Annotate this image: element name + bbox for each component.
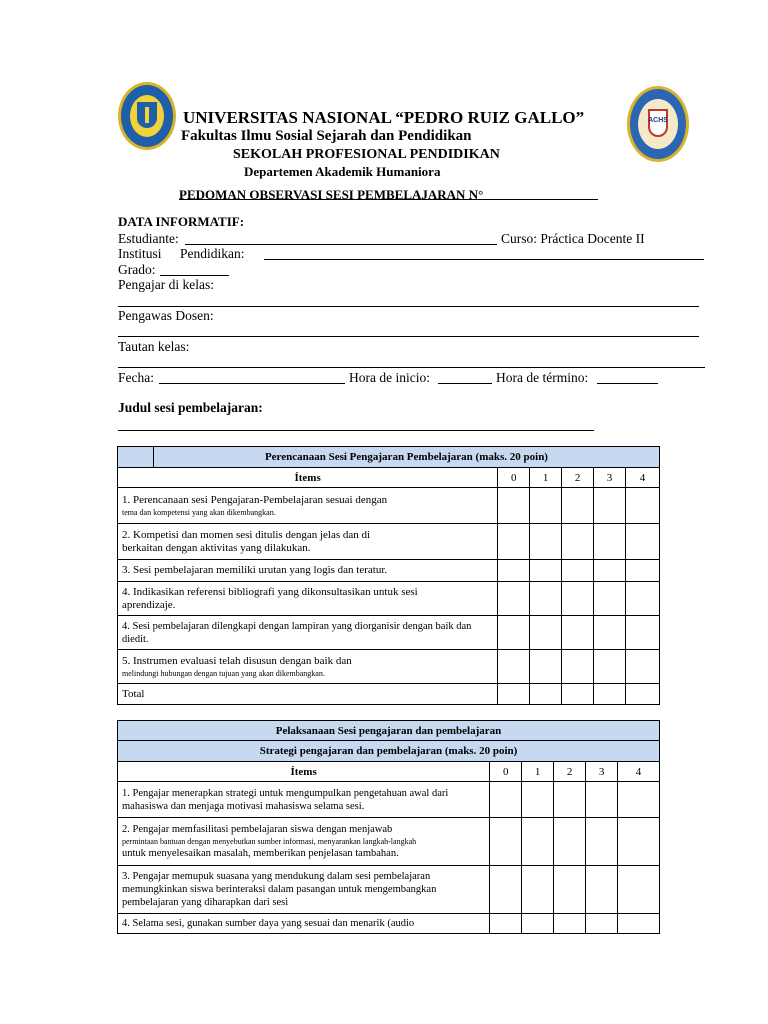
score-cell[interactable]	[594, 684, 626, 705]
table-row	[118, 866, 660, 914]
score-cell[interactable]	[490, 782, 522, 818]
score-cell[interactable]	[626, 650, 660, 684]
faculty-name: Fakultas Ilmu Sosial Sejarah dan Pendidikan	[181, 128, 472, 144]
score-cell[interactable]	[554, 866, 586, 914]
table-row	[118, 650, 660, 684]
department-name: Departemen Akademik Humaniora	[244, 164, 441, 179]
pengajar-label: Pengajar di kelas:	[118, 277, 214, 292]
score-cell[interactable]	[594, 524, 626, 560]
score-cell[interactable]	[594, 616, 626, 650]
score-cell[interactable]	[498, 524, 530, 560]
hora-termino-label: Hora de término:	[496, 370, 589, 385]
score-cell[interactable]	[554, 914, 586, 934]
score-cell[interactable]	[498, 616, 530, 650]
row-text: untuk menyelesaikan masalah, memberikan penjelasan tambahan.	[122, 848, 399, 859]
score-cell[interactable]	[594, 560, 626, 582]
score-cell[interactable]	[586, 818, 618, 866]
items-header: Ítems	[118, 468, 498, 488]
score-cell[interactable]	[530, 524, 562, 560]
score-cell[interactable]	[562, 684, 594, 705]
implementation-table	[117, 720, 660, 934]
score-cell[interactable]	[554, 782, 586, 818]
table-row	[118, 914, 660, 934]
total-label: Total	[118, 684, 498, 705]
score-cell[interactable]	[626, 582, 660, 616]
score-cell[interactable]	[618, 914, 660, 934]
table-row	[118, 616, 660, 650]
hora-inicio-line[interactable]	[438, 383, 492, 384]
score-cell[interactable]	[626, 616, 660, 650]
score-cell[interactable]	[562, 650, 594, 684]
university-name: UNIVERSITAS NASIONAL “PEDRO RUIZ GALLO”	[183, 108, 585, 127]
row-text: 1. Perencanaan sesi Pengajaran-Pembelajaran sesuai dengan	[122, 493, 388, 506]
table-row	[118, 524, 660, 560]
table-row	[118, 488, 660, 524]
table1-title: Perencanaan Sesi Pengajaran Pembelajaran (maks. 20 poin)	[153, 447, 659, 468]
row-text: 3. Sesi pembelajaran memiliki urutan yang logis dan teratur.	[118, 560, 498, 582]
row-text: 2. Kompetisi dan momen sesi ditulis dengan jelas dan di	[122, 528, 371, 541]
score-cell[interactable]	[498, 650, 530, 684]
curso-label: Curso: Práctica Docente II	[501, 231, 645, 246]
score-cell[interactable]	[626, 684, 660, 705]
score-header-3: 3	[594, 468, 626, 488]
score-header-2: 2	[562, 468, 594, 488]
score-cell[interactable]	[490, 818, 522, 866]
fecha-line[interactable]	[159, 383, 345, 384]
hora-inicio-label: Hora de inicio:	[349, 370, 430, 385]
form-title-underline	[179, 199, 478, 200]
row-text: 2. Pengajar memfasilitasi pembelajaran siswa dengan menjawab	[122, 824, 393, 835]
score-header-0: 0	[498, 468, 530, 488]
row-text: 1. Pengajar menerapkan strategi untuk mengumpulkan pengetahuan awal dari	[122, 787, 449, 799]
score-cell[interactable]	[626, 560, 660, 582]
score-cell[interactable]	[562, 524, 594, 560]
table-row	[118, 818, 660, 866]
estudiante-line[interactable]	[185, 244, 497, 245]
pengawas-label: Pengawas Dosen:	[118, 308, 214, 323]
estudiante-label: Estudiante:	[118, 231, 179, 246]
tautan-label: Tautan kelas:	[118, 339, 190, 354]
score-cell[interactable]	[490, 914, 522, 934]
score-cell[interactable]	[522, 818, 554, 866]
row-text: 5. Instrumen evaluasi telah disusun dengan baik dan	[122, 654, 352, 667]
score-cell[interactable]	[530, 560, 562, 582]
table2-title: Pelaksanaan Sesi pengajaran dan pembelajaran	[118, 721, 660, 741]
score-cell[interactable]	[586, 782, 618, 818]
info-title: DATA INFORMATIF:	[118, 214, 245, 229]
score-header-0: 0	[490, 762, 522, 782]
score-cell[interactable]	[594, 488, 626, 524]
row-text: diedit.	[122, 633, 149, 645]
score-cell[interactable]	[562, 488, 594, 524]
row-text: 3. Pengajar memupuk suasana yang mendukung dalam sesi pembelajaran	[122, 871, 431, 882]
tautan-line[interactable]	[118, 367, 705, 368]
score-cell[interactable]	[530, 582, 562, 616]
hora-termino-line[interactable]	[597, 383, 658, 384]
row-text: 4. Sesi pembelajaran dilengkapi dengan lampiran yang diorganisir dengan baik dan	[122, 620, 472, 632]
row-note: tema dan kompetensi yang akan dikembangkan.	[122, 507, 276, 517]
score-cell[interactable]	[618, 818, 660, 866]
pengawas-line[interactable]	[118, 336, 699, 337]
row-text: berkaitan dengan aktivitas yang dilakukan.	[122, 541, 311, 554]
table-row	[118, 782, 660, 818]
score-header-4: 4	[626, 468, 660, 488]
score-cell[interactable]	[490, 866, 522, 914]
row-text: memungkinkan siswa berinteraksi dalam pasangan untuk mengembangkan	[122, 884, 437, 895]
fecha-label: Fecha:	[118, 370, 154, 385]
score-cell[interactable]	[562, 582, 594, 616]
score-cell[interactable]	[498, 582, 530, 616]
form-title: PEDOMAN OBSERVASI SESI PEMBELAJARAN N°	[179, 187, 484, 202]
row-note: permintaan bantuan dengan menyebutkan sumber informasi, menyarankan langkah-langkah	[122, 837, 417, 846]
score-cell[interactable]	[618, 866, 660, 914]
score-cell[interactable]	[498, 488, 530, 524]
pengajar-line[interactable]	[118, 306, 699, 307]
score-cell[interactable]	[530, 616, 562, 650]
score-cell[interactable]	[626, 488, 660, 524]
score-cell[interactable]	[498, 560, 530, 582]
grado-label: Grado:	[118, 262, 156, 277]
score-header-2: 2	[554, 762, 586, 782]
score-cell[interactable]	[562, 560, 594, 582]
institusi-line[interactable]	[264, 259, 704, 260]
score-cell[interactable]	[554, 818, 586, 866]
row-text: aprendizaje.	[122, 598, 176, 611]
judul-label: Judul sesi pembelajaran:	[118, 400, 263, 415]
row-text: 4. Indikasikan referensi bibliografi yang dikonsultasikan untuk sesi	[122, 585, 418, 598]
row-text: mahasiswa dan menjaga motivasi mahasiswa selama sesi.	[122, 800, 365, 812]
form-number-line	[478, 199, 598, 200]
score-cell[interactable]	[530, 684, 562, 705]
score-cell[interactable]	[594, 650, 626, 684]
score-cell[interactable]	[522, 782, 554, 818]
score-cell[interactable]	[586, 866, 618, 914]
score-cell[interactable]	[618, 782, 660, 818]
table-row	[118, 560, 660, 582]
score-header-1: 1	[530, 468, 562, 488]
score-cell[interactable]	[522, 914, 554, 934]
university-seal-icon	[118, 82, 176, 150]
score-header-1: 1	[522, 762, 554, 782]
row-note: melindungi hubungan dengan tujuan yang akan dikembangkan.	[122, 668, 325, 678]
row-text: pembelajaran yang diharapkan dari sesi	[122, 897, 289, 908]
achs-seal-icon: ACHS	[627, 86, 689, 162]
institusi-label: Institusi	[118, 246, 162, 261]
planning-table	[117, 446, 660, 705]
score-cell[interactable]	[530, 650, 562, 684]
score-header-4: 4	[618, 762, 660, 782]
score-cell[interactable]	[586, 914, 618, 934]
school-name: SEKOLAH PROFESIONAL PENDIDIKAN	[233, 147, 500, 162]
grado-line[interactable]	[160, 275, 229, 276]
score-cell[interactable]	[562, 616, 594, 650]
header-blank-cell	[118, 447, 154, 468]
pendidikan-label: Pendidikan:	[180, 246, 245, 261]
score-cell[interactable]	[594, 582, 626, 616]
score-cell[interactable]	[530, 488, 562, 524]
score-cell[interactable]	[522, 866, 554, 914]
score-cell[interactable]	[626, 524, 660, 560]
judul-line[interactable]	[118, 430, 594, 431]
score-header-3: 3	[586, 762, 618, 782]
row-text: 4. Selama sesi, gunakan sumber daya yang sesuai dan menarik (audio	[118, 914, 490, 934]
table-row	[118, 582, 660, 616]
score-cell[interactable]	[498, 684, 530, 705]
table-row	[118, 684, 660, 705]
table2-subtitle: Strategi pengajaran dan pembelajaran (maks. 20 poin)	[118, 741, 660, 762]
items-header: Ítems	[118, 762, 490, 782]
